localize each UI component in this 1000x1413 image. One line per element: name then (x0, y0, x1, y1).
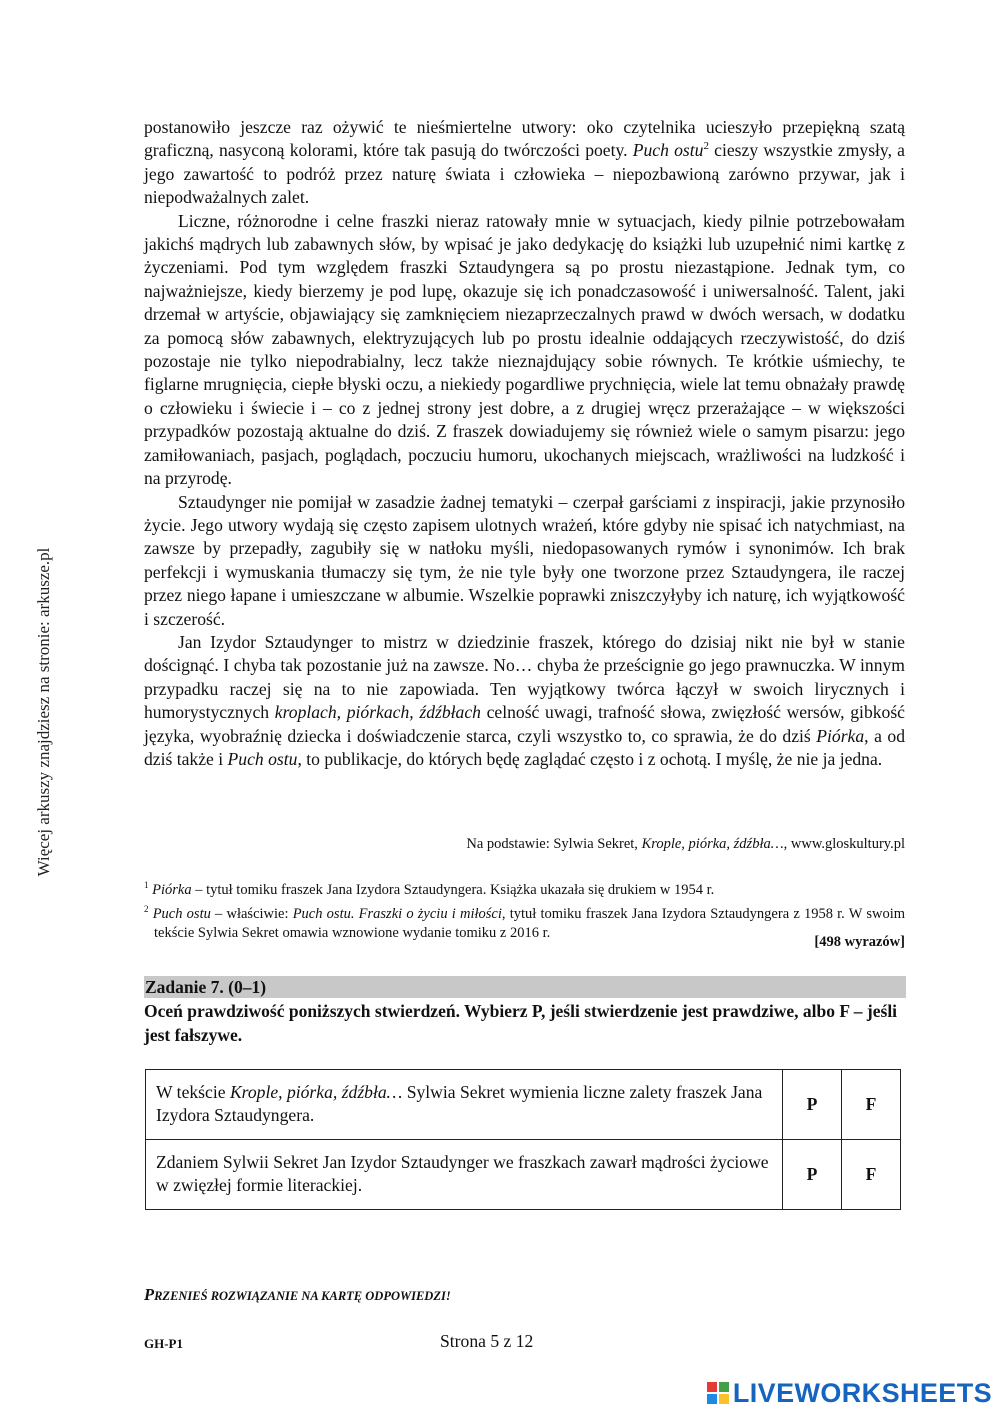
footnote-2: $^2$ Puch ostu – właściwie: Puch ostu. Fraszki o życiu i miłości, tytuł tomiku fraszek Jana Izydora Sztaudyngera z 1958 r. W swoim tekście Sylwia Sekret omawia wznowione wydanie tomiku z 2016 r. (144, 903, 905, 941)
footnotes (144, 876, 905, 943)
option-p-1[interactable]: P (783, 1070, 842, 1140)
table-row (146, 1070, 901, 1140)
task-instruction: Oceń prawdziwość poniższych stwierdzeń. Wybierz P, jeśli stwierdzenie jest prawdziwe, albo F – jeśli jest fałszywe. (144, 1001, 898, 1045)
option-f-2[interactable]: F (842, 1140, 901, 1210)
option-p-2[interactable]: P (783, 1140, 842, 1210)
paragraph-4: Jan Izydor Sztaudynger to mistrz w dziedzinie fraszek, którego do dzisiaj nikt nie był w stanie doścignąć. I chyba tak pozostanie już na zawsze. No… chyba że prześcignie go jego prawnuczka. W innym przypadku raczej się na to nie zapowiada. Ten wyjątkowy twórca łączył w swoich lirycznych i humorystycznych kroplach, piórkach, źdźbłach celność uwagi, trafność słowa, zwięzłość wersów, gibkość języka, wyobraźnię dziecka i doświadczenie starca, czyli wszystko to, co sprawia, że do dziś Piórka, a od dziś także i Puch ostu, to publikacje, do których będę zaglądać często i z ochotą. I myślę, że nie ja jedna. (144, 631, 905, 769)
sidebar-watermark: Więcej arkuszy znajdziesz na stronie: arkusze.pl (34, 547, 53, 877)
logo-square-yellow (719, 1394, 729, 1404)
transfer-note: PRZENIEŚ ROZWIĄZANIE NA KARTĘ ODPOWIEDZI! (144, 1285, 451, 1304)
paragraph-1: postanowiło jeszcze raz ożywić te nieśmiertelne utwory: oko czytelnika ucieszyło przepiękną szatą graficzną, nasyconą kolorami, które tak pasują do twórczości poety. Puch ostu$^2$ cieszy wszystkie zmysły, a jego zawartość to podróż przez naturę świata i człowieka – niepozbawioną zarówno przywar, jak i niepodważalnych zalet. (144, 117, 905, 208)
brand-name: LIVEWORKSHEETS (732, 1377, 992, 1408)
source-citation: Na podstawie: Sylwia Sekret, Krople, piórka, źdźbła…, www.gloskultury.pl (466, 836, 905, 852)
footnote-1: $^1$ Piórka – tytuł tomiku fraszek Jana Izydora Sztaudyngera. Książka ukazała się drukiem w 1954 r. (144, 880, 715, 898)
word-count: [498 wyrazów] (814, 934, 905, 950)
logo-square-red (707, 1382, 717, 1392)
paragraph-3: Sztaudynger nie pomijał w zasadzie żadnej tematyki – czerpał garściami z inspiracji, jakie przynosiło życie. Jego utwory wydają się często zapisem ulotnych wrażeń, które gdyby nie spisać ich natychmiast, na zawsze by przepadły, zagubiły się w natłoku myśli, niedopasowanych rymów i synonimów. Ich brak perfekcji i wymuskania tłumaczy się tym, że nie tyle były one tworzone przez Sztaudyngera, ile raczej przez niego łapane i umieszczane w albumie. Wszelkie poprawki zniszczyłyby ich naturę, ich wyjątkowość i szczerość. (144, 491, 905, 629)
option-f-1[interactable]: F (842, 1070, 901, 1140)
true-false-table (145, 1069, 901, 1210)
article-text (144, 116, 905, 771)
table-row (146, 1140, 901, 1210)
logo-square-blue (707, 1394, 717, 1404)
paragraph-2: Liczne, różnorodne i celne fraszki nieraz ratowały mnie w sytuacjach, kiedy pilnie potrzebowałam jakichś mądrych lub zabawnych słów, by wpisać je jako dedykację do książki lub uzupełnić nimi kartkę z życzeniami. Pod tym względem fraszki Sztaudyngera są po prostu niezastąpione. Jednak tym, co najważniejsze, kiedy bierzemy je pod lupę, okazuje się ich ponadczasowość i uniwersalność. Talent, jaki drzemał w artyście, objawiający się zamknięciem niezaprzeczalnych prawd w dwóch wersach, w dodatku za pomocą słów zabawnych, elektryzujących lub po prostu idealnie oddających rzeczywistość, do dziś pozostaje nie tylko niepodrabialny, lecz także nieznajdujący sobie równych. Te krótkie uśmiechy, te figlarne mrugnięcia, ciepłe błyski oczu, a niekiedy pogardliwe prychnięcia, wiele lat temu obnażały prawdę o człowieku i świecie i – co z jednej strony jest dobre, a z drugiej wręcz przerażające – w większości przypadków pozostają aktualne do dziś. Z fraszek dowiadujemy się również wiele o samym pisarzu: jego zamiłowaniach, pasjach, poglądach, poczuciu humoru, ukochanych miejscach, wrażliwości na ludzkość i na przyrodę. (144, 210, 905, 489)
task-title: Zadanie 7. (0–1) (144, 976, 906, 998)
page-number: Strona 5 z 12 (440, 1331, 534, 1351)
statement-2: Zdaniem Sylwii Sekret Jan Izydor Sztaudynger we fraszkach zawarł mądrości życiowe w zwięzłej formie literackiej. (146, 1140, 783, 1210)
logo-square-green (719, 1382, 729, 1392)
statement-1: W tekście Krople, piórka, źdźbła… Sylwia Sekret wymienia liczne zalety fraszek Jana Izydora Sztaudyngera. (146, 1070, 783, 1140)
liveworksheets-brand (707, 1378, 992, 1408)
brand-logo-icon (707, 1382, 729, 1404)
exam-code: GH-P1 (144, 1336, 183, 1351)
